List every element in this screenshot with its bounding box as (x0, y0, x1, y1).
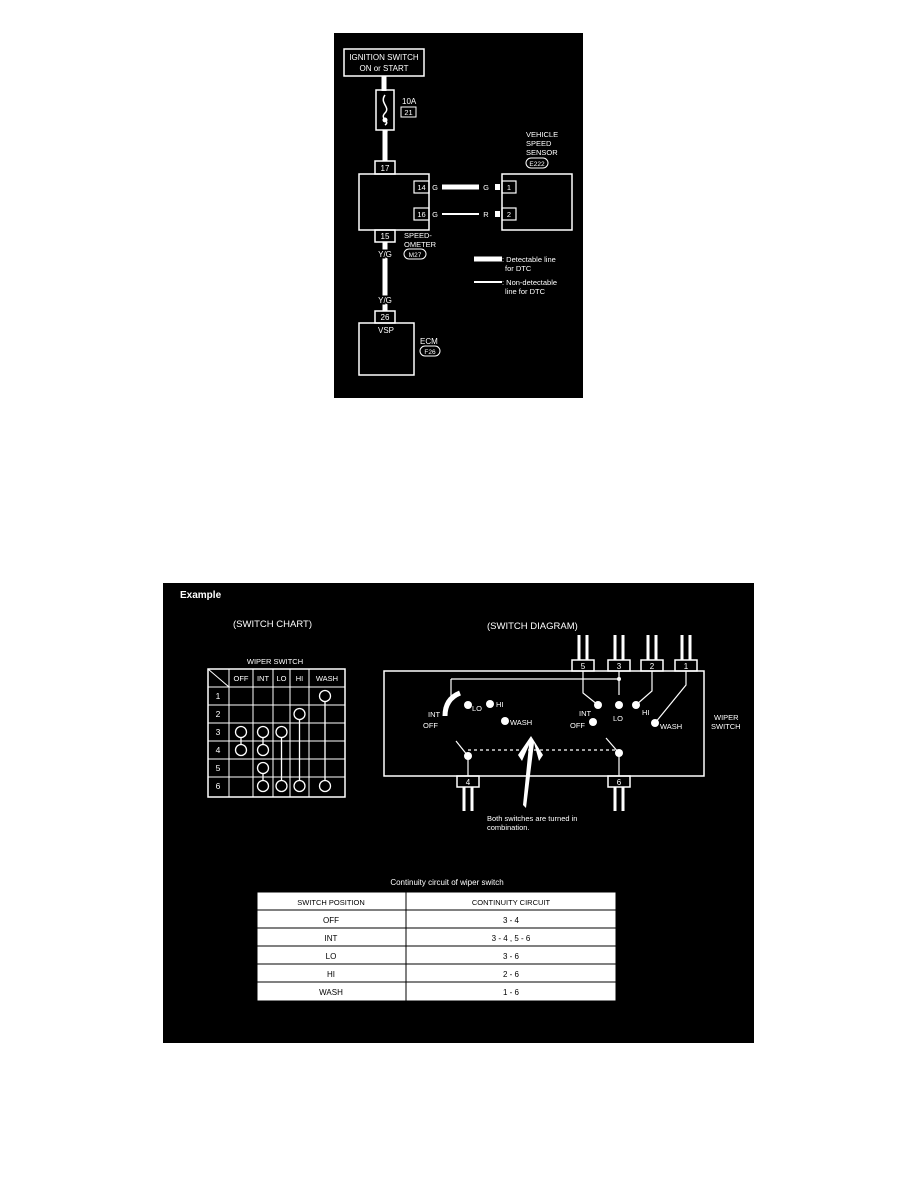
vss-pin-2: 2 (506, 210, 512, 219)
table-row-hi-circuit: 2 - 6 (502, 970, 520, 979)
vss-label-2: SPEED (526, 139, 552, 148)
pos-off-left: OFF (423, 721, 438, 730)
switch-blade-icon (445, 693, 460, 716)
table-row-off-circuit: 3 - 4 (502, 916, 520, 925)
wire-color-y: Y (383, 132, 389, 138)
chart-row-6: 6 (215, 781, 221, 791)
pos-lo-right: LO (613, 714, 624, 723)
connector-1: 1 (683, 662, 689, 671)
legend-detectable-2: for DTC (505, 264, 532, 273)
wiper-switch-label-2: SWITCH (711, 722, 741, 731)
chart-col-lo: LO (276, 674, 287, 683)
connector-4: 4 (465, 778, 471, 787)
vss-connector: E222 (529, 161, 545, 168)
switch-diagram (384, 635, 741, 832)
wire-color-g-1: G (483, 183, 489, 192)
terminal-16: 16 (417, 210, 426, 219)
example-heading: Example (180, 590, 222, 601)
speedometer-label-2: OMETER (404, 240, 437, 249)
table-row-hi-position: HI (327, 970, 335, 979)
connector-2: 2 (649, 662, 655, 671)
connector-3: 3 (616, 662, 622, 671)
vss-pin-1: 1 (506, 183, 512, 192)
chart-row-1: 1 (215, 691, 221, 701)
pos-lo-left: LO (472, 704, 483, 713)
pos-hi-right: HI (642, 708, 650, 717)
example-panel (163, 583, 754, 1043)
terminal-26: 26 (380, 313, 390, 322)
ecm-pin-label: VSP (377, 326, 395, 335)
chart-col-hi: HI (295, 674, 304, 683)
table-row-lo-position: LO (325, 952, 337, 961)
ecm-label: ECM (420, 337, 438, 346)
chart-row-3: 3 (215, 727, 221, 737)
wire-color-g-16: G (432, 210, 438, 219)
terminal-14: 14 (417, 183, 426, 192)
ignition-switch-label: IGNITION SWITCH (349, 53, 419, 62)
terminal-15: 15 (380, 232, 390, 241)
pos-wash-right: WASH (660, 722, 683, 731)
ecm-connector: F26 (424, 349, 436, 356)
switch-diagram-title: (SWITCH DIAGRAM) (487, 621, 578, 632)
vss-label-1: VEHICLE (526, 130, 559, 139)
wire-color-r: R (483, 210, 489, 219)
pos-int-left: INT (428, 710, 441, 719)
connector-5: 5 (580, 662, 586, 671)
chart-row-2: 2 (215, 709, 221, 719)
table-header-position: SWITCH POSITION (297, 898, 365, 907)
wire-color-yg-upper: Y/G (378, 250, 392, 259)
fuse-amperage: 10A (402, 97, 417, 106)
wiper-switch-label-1: WIPER (714, 713, 739, 722)
wire-color-g-14: G (432, 183, 438, 192)
wire-color-yg-lower: Y/G (378, 296, 392, 305)
fuse-number: 21 (404, 108, 413, 117)
chart-col-wash: WASH (315, 674, 339, 683)
switch-chart-title: (SWITCH CHART) (233, 619, 312, 630)
pos-off-right: OFF (570, 721, 585, 730)
speedometer-connector: M27 (408, 252, 422, 259)
table-title: Continuity circuit of wiper switch (390, 878, 504, 887)
wiring-diagram-panel (334, 33, 583, 398)
legend-detectable-1: : Detectable line (502, 255, 556, 264)
pos-hi-left: HI (496, 700, 504, 709)
speedometer-label-1: SPEED- (404, 231, 432, 240)
pointer-arrow-icon (518, 736, 543, 808)
connector-6: 6 (616, 778, 622, 787)
chart-col-int: INT (256, 674, 270, 683)
continuity-table (257, 892, 616, 1001)
table-row-int-circuit: 3 - 4 , 5 - 6 (491, 934, 531, 943)
fuse-icon (376, 90, 394, 130)
table-row-wash-circuit: 1 - 6 (502, 988, 520, 997)
vehicle-speed-sensor-box (502, 174, 572, 230)
chart-col-off: OFF (233, 674, 249, 683)
pos-int-right: INT (579, 709, 592, 718)
ignition-switch-state: ON or START (359, 64, 409, 73)
combination-note-2: combination. (487, 823, 530, 832)
chart-caption: WIPER SWITCH (246, 657, 304, 666)
table-row-lo-circuit: 3 - 6 (502, 952, 520, 961)
terminal-17: 17 (380, 164, 390, 173)
chart-row-4: 4 (215, 745, 221, 755)
chart-row-5: 5 (215, 763, 221, 773)
table-row-wash-position: WASH (319, 988, 343, 997)
legend-nondetectable-1: : Non-detectable (502, 278, 558, 287)
table-row-int-position: INT (324, 934, 338, 943)
table-row-off-position: OFF (323, 916, 339, 925)
table-header-circuit: CONTINUITY CIRCUIT (471, 898, 551, 907)
combination-note-1: Both switches are turned in (487, 814, 578, 823)
vss-label-3: SENSOR (526, 148, 558, 157)
pos-wash-left: WASH (510, 718, 533, 727)
legend-nondetectable-2: line for DTC (505, 287, 546, 296)
